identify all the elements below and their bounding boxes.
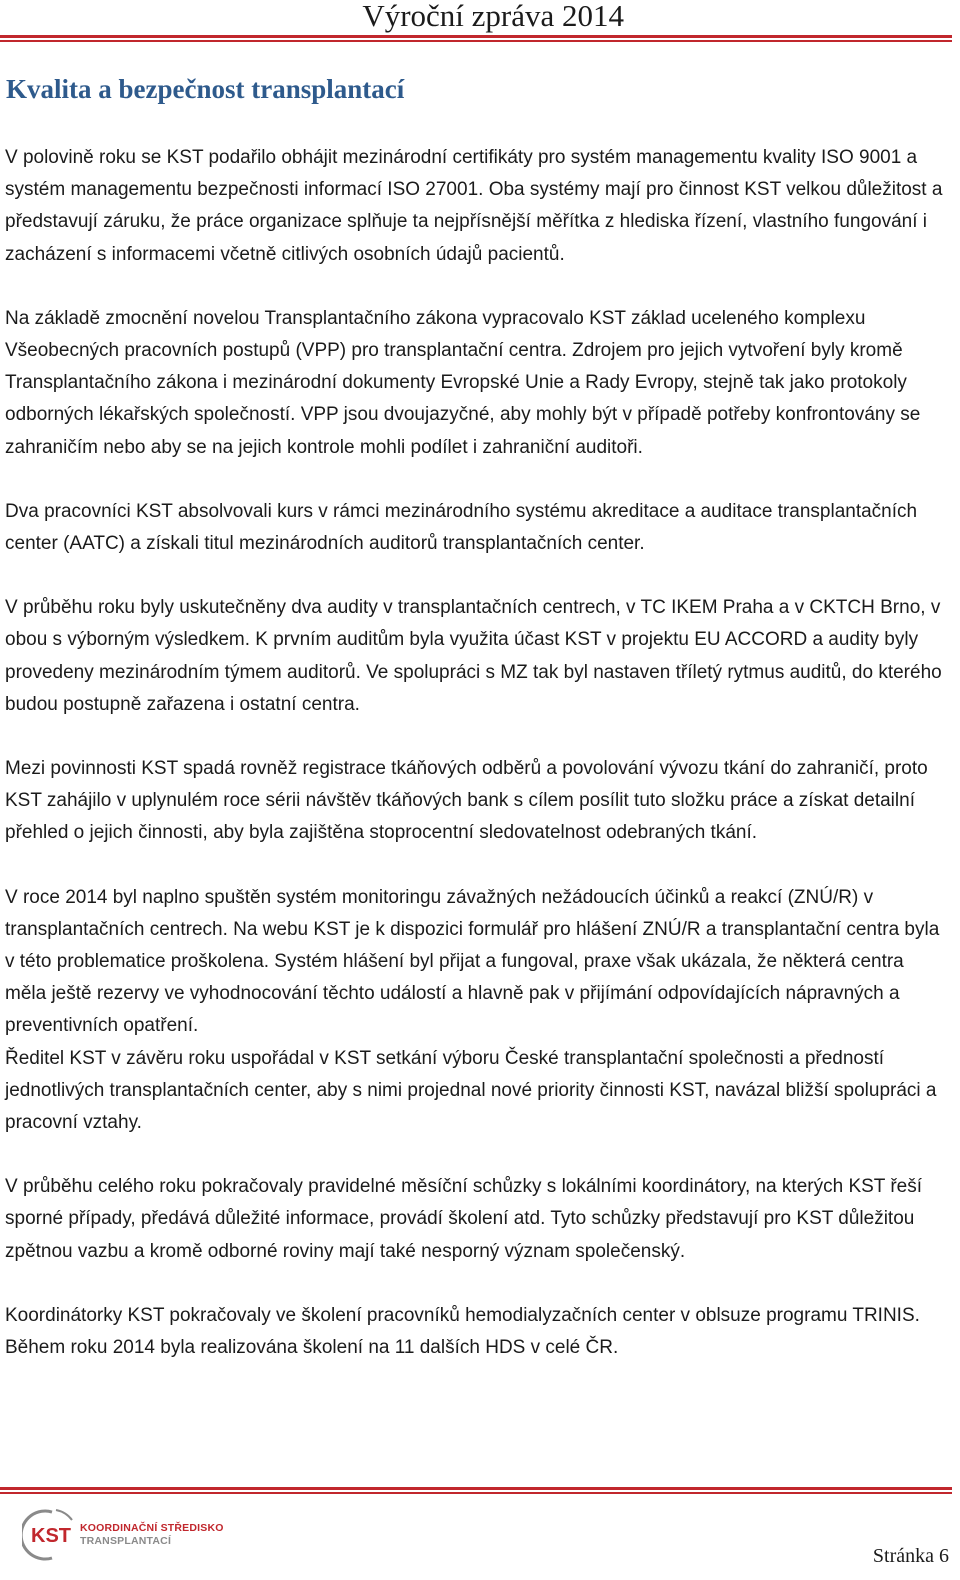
paragraph-tissue-banks: Mezi povinnosti KST spadá rovněž registrace tkáňových odběrů a povolování vývozu tkání do zahraničí, proto KST zahájilo v uplynulém roce sérii návštěv tkáňových bank s cílem posílit tuto složku práce a získat detailní přehled o jejich činnosti, aby byla zajištěna stoprocentní sledovatelnost odebraných tkání.	[5, 758, 928, 844]
paragraph-coordinators: V průběhu celého roku pokračovaly pravidelné měsíční schůzky s lokálními koordinátory, na kterých KST řeší sporné případy, předává důležité informace, provádí školení atd. Tyto schůzky představují pro KST důležitou zpětnou vazbu a kromě odborné roviny mají také nesporný význam společenský.	[5, 1176, 923, 1262]
paragraph-certification: V polovině roku se KST podařilo obhájit mezinárodní certifikáty pro systém managementu kvality ISO 9001 a systém managementu bezpečnosti informací ISO 27001. Oba systémy mají pro činnost KST velkou důležitost a představují záruku, že práce organizace splňuje ta nejpřísnější měřítka z hlediska řízení, vlastního fungování i zacházení s informacemi včetně citlivých osobních údajů pacientů.	[5, 147, 943, 265]
footer-divider	[0, 1487, 952, 1490]
page-header	[0, 0, 960, 44]
paragraph-trinis: Koordinátorky KST pokračovaly ve školení pracovníků hemodialyzačních center v oblsuze programu TRINIS. Během roku 2014 byla realizována školení na 11 dalších HDS v celé ČR.	[5, 1304, 920, 1359]
logo-line-2: TRANSPLANTACÍ	[80, 1535, 172, 1547]
page-number: Stránka 6	[872, 1545, 949, 1567]
paragraph-aatc: Dva pracovníci KST absolvovali kurs v rámci mezinárodního systému akreditace a auditace transplantačních center (AATC) a získali titul mezinárodních auditorů transplantačních center.	[5, 500, 918, 555]
header-divider-thin	[0, 40, 952, 42]
paragraph-monitoring: V roce 2014 byl naplno spuštěn systém monitoringu závažných nežádoucích účinků a reakcí (ZNÚ/R) v transplantačních centrech. Na webu KST je k dispozici formulář pro hlášení ZNÚ/R a transplantační centra byla v této problematice proškolena. Systém hlášení byl přijat a fungoval, praxe však ukázala, že některá centra měla ještě rezervy ve vyhodnocování těchto událostí a hlavně pak v přijímání odpovídajících nápravných a preventivních opatření.	[5, 886, 940, 1037]
paragraph-director-meeting: Ředitel KST v závěru roku uspořádal v KST setkání výboru České transplantační společnosti a předností jednotlivých transplantačních center, aby s nimi projednal nové priority činnosti KST, navázal bližší spolupráci a pracovní vztahy.	[5, 1047, 937, 1134]
kst-logo-icon	[22, 1506, 78, 1564]
section-heading: Kvalita a bezpečnost transplantací	[6, 74, 405, 104]
paragraph-vpp: Na základě zmocnění novelou Transplantačního zákona vypracovalo KST základ uceleného komplexu Všeobecných pracovních postupů (VPP) pro transplantační centra. Zdrojem pro jejich vytvoření byly kromě Transplantačního zákona i mezinárodní dokumenty Evropské Unie a Rady Evropy, stejně tak jako protokoly odborných lékařských společností. VPP jsou dvoujazyčné, aby mohly být v případě potřeby konfrontovány se zahraničím nebo aby se na jejich kontrole mohli podílet i zahraniční auditoři.	[5, 307, 921, 458]
logo-letters: KST	[31, 1525, 71, 1547]
footer-divider-thin	[0, 1492, 952, 1494]
paragraph-audits: V průběhu roku byly uskutečněny dva audity v transplantačních centrech, v TC IKEM Praha a v CKTCH Brno, v obou s výborným výsledkem. K prvním auditům byla využita účast KST v projektu EU ACCORD a audity byly provedeny mezinárodním týmem auditorů. Ve spolupráci s MZ tak byl nastaven tříletý rytmus auditů, do kterého budou postupně zařazena i ostatní centra.	[5, 597, 942, 715]
report-title: Výroční zpráva 2014	[362, 0, 624, 33]
header-divider	[0, 35, 952, 38]
logo-caption	[80, 1522, 224, 1548]
kst-logo	[22, 1506, 232, 1568]
body-content	[5, 142, 950, 1364]
logo-line-1: KOORDINAČNÍ STŘEDISKO	[80, 1522, 224, 1534]
